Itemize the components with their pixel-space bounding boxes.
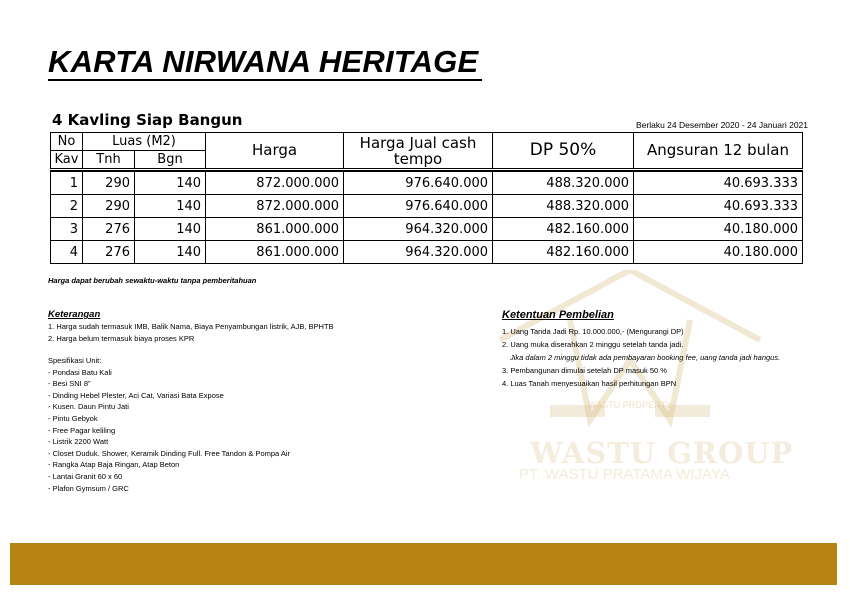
list-item: - Listrik 2200 Watt (48, 437, 109, 447)
list-item: 2. Uang muka diserahkan 2 minggu setelah tanda jadi. (502, 340, 684, 349)
cell-angsuran: 40.693.333 (634, 195, 803, 218)
spesifikasi-heading: Spesifikasi Unit: (48, 356, 102, 365)
cell-no: 3 (51, 218, 83, 241)
cell-bgn: 140 (135, 172, 206, 195)
list-item: - Kusen. Daun Pintu Jati (48, 402, 129, 412)
header-no: No (51, 133, 83, 151)
cell-harga: 861.000.000 (206, 218, 344, 241)
ketentuan-heading: Ketentuan Pembelian (502, 309, 614, 321)
header-harga-jual (344, 133, 493, 170)
cell-no: 4 (51, 241, 83, 264)
list-item: - Pintu Gebyok (48, 413, 98, 423)
table-row (51, 241, 803, 264)
logo-text: WASTU PROPERTY (587, 400, 673, 410)
list-item: - Free Pagar keliling (48, 425, 116, 435)
list-item: - Plafon Gymsum / GRC (48, 483, 129, 493)
page-title: KARTA NIRWANA HERITAGE (48, 44, 479, 79)
cell-angsuran: 40.693.333 (634, 172, 803, 195)
cell-bgn: 140 (135, 218, 206, 241)
header-luas: Luas (M2) (83, 133, 206, 151)
keterangan-list (48, 321, 334, 344)
cell-tnh: 276 (83, 218, 135, 241)
header-bgn: Bgn (135, 151, 206, 170)
cell-harga-jual: 964.320.000 (344, 218, 493, 241)
list-item: 4. Luas Tanah menyesuaikan hasil perhitungan BPN (502, 379, 677, 388)
cell-dp: 488.320.000 (493, 195, 634, 218)
cell-harga: 872.000.000 (206, 195, 344, 218)
price-change-note: Harga dapat berubah sewaktu-waktu tanpa pemberitahuan (48, 276, 257, 285)
list-item: 3. Pembangunan dimulai setelah DP masuk 50 % (502, 366, 667, 375)
header-kav: Kav (51, 151, 83, 170)
cell-harga-jual: 976.640.000 (344, 195, 493, 218)
list-item: 2. Harga belum termasuk biaya proses KPR (48, 333, 195, 343)
watermark-company: PT. WASTU PRATAMA WIJAYA (519, 466, 730, 483)
cell-dp: 482.160.000 (493, 218, 634, 241)
table-row (51, 218, 803, 241)
cell-angsuran: 40.180.000 (634, 241, 803, 264)
subtitle: 4 Kavling Siap Bangun (52, 111, 243, 129)
list-item: 1. Harga sudah termasuk IMB, Balik Nama, Biaya Penyambungan listrik, AJB, BPHTB (48, 322, 334, 331)
cell-bgn: 140 (135, 195, 206, 218)
spesifikasi-list (48, 355, 290, 494)
list-item: - Pondasi Batu Kali (48, 367, 112, 377)
header-tnh: Tnh (83, 151, 135, 170)
header-harga-jual-line2: tempo (393, 149, 443, 168)
ketentuan-list (502, 325, 780, 390)
table-row (51, 172, 803, 195)
cell-dp: 488.320.000 (493, 172, 634, 195)
header-harga-jual-line1: Harga Jual cash (359, 133, 477, 152)
cell-tnh: 290 (83, 195, 135, 218)
cell-harga-jual: 964.320.000 (344, 241, 493, 264)
cell-tnh: 276 (83, 241, 135, 264)
list-item: - Dinding Hebel Plester, Aci Cat, Variasi Bata Expose (48, 390, 224, 400)
cell-harga: 861.000.000 (206, 241, 344, 264)
header-dp: DP 50% (493, 133, 634, 170)
validity-period: Berlaku 24 Desember 2020 - 24 Januari 2021 (636, 120, 808, 130)
list-item: - Rangka Atap Baja Ringan, Atap Beton (48, 460, 180, 470)
cell-dp: 482.160.000 (493, 241, 634, 264)
keterangan-heading: Keterangan (48, 309, 101, 320)
list-item: - Lantai Granit 60 x 60 (48, 471, 123, 481)
watermark-brand: WASTU GROUP (530, 436, 794, 470)
cell-angsuran: 40.180.000 (634, 218, 803, 241)
list-item: - Besi SNI 8" (48, 379, 91, 389)
header-angsuran: Angsuran 12 bulan (634, 133, 803, 170)
cell-tnh: 290 (83, 172, 135, 195)
price-table (50, 132, 803, 264)
title-underline (48, 79, 482, 81)
cell-harga: 872.000.000 (206, 172, 344, 195)
header-harga: Harga (206, 133, 344, 170)
footer-bar (10, 543, 837, 585)
table-row (51, 195, 803, 218)
list-item: 1. Uang Tanda Jadi Rp. 10.000.000,- (Mengurangi DP) (502, 327, 684, 336)
list-item-note: Jika dalam 2 minggu tidak ada pembayaran booking fee, uang tanda jadi hangus. (510, 353, 781, 362)
cell-harga-jual: 976.640.000 (344, 172, 493, 195)
cell-bgn: 140 (135, 241, 206, 264)
cell-no: 2 (51, 195, 83, 218)
cell-no: 1 (51, 172, 83, 195)
list-item: - Closet Duduk. Shower, Keramik Dinding Full. Free Tandon & Pompa Air (48, 448, 291, 458)
